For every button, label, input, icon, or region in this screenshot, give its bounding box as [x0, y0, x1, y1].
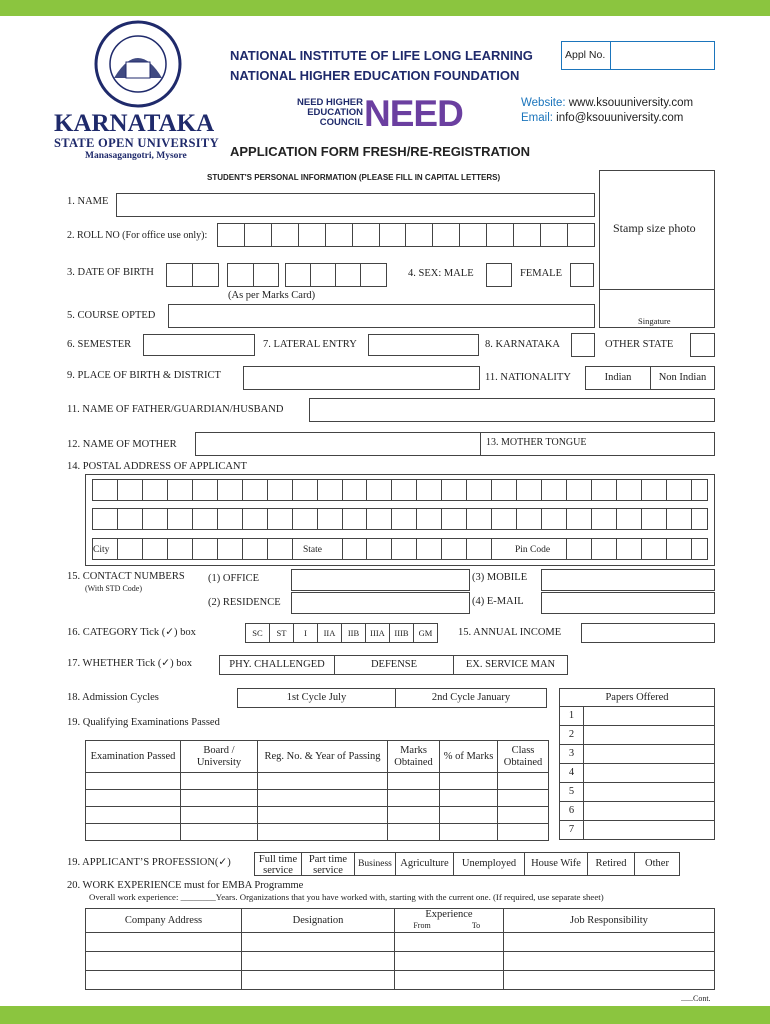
address-label: 14. POSTAL ADDRESS OF APPLICANT: [67, 461, 247, 472]
birth-place-label: 9. PLACE OF BIRTH & DISTRICT: [67, 370, 221, 381]
table-row[interactable]: [86, 971, 715, 990]
university-place: Manasagangotri, Mysore: [85, 151, 187, 161]
mother-label: 12. NAME OF MOTHER: [67, 439, 177, 450]
profession-full-time[interactable]: Full time service: [254, 852, 302, 876]
institute-line-1: NATIONAL INSTITUTE OF LIFE LONG LEARNING: [230, 48, 533, 63]
email-field[interactable]: [541, 592, 715, 614]
annual-income-label: 15. ANNUAL INCOME: [458, 627, 562, 638]
papers-offered-table: [559, 688, 715, 840]
category-gm[interactable]: GM: [413, 623, 438, 643]
col-percent: % of Marks: [440, 741, 498, 773]
female-checkbox[interactable]: [570, 263, 594, 287]
institute-line-2: NATIONAL HIGHER EDUCATION FOUNDATION: [230, 68, 520, 83]
non-indian-option[interactable]: Non Indian: [650, 366, 715, 390]
karnataka-label: 8. KARNATAKA: [485, 339, 560, 350]
work-experience-table: [85, 908, 715, 990]
category-label: 16. CATEGORY Tick (✓) box: [67, 627, 196, 638]
category-iia[interactable]: IIA: [317, 623, 342, 643]
profession-house-wife[interactable]: House Wife: [524, 852, 588, 876]
address-line-1[interactable]: [92, 479, 708, 501]
paper-field[interactable]: [584, 726, 715, 745]
category-options: [245, 623, 438, 643]
email-label: (4) E-MAIL: [472, 596, 524, 607]
col-board: Board / University: [181, 741, 258, 773]
name-field[interactable]: [116, 193, 595, 217]
form-title: APPLICATION FORM FRESH/RE-REGISTRATION: [230, 144, 530, 159]
col-experience: Experience From To: [395, 909, 504, 933]
category-sc[interactable]: SC: [245, 623, 270, 643]
category-i[interactable]: I: [293, 623, 318, 643]
mobile-label: (3) MOBILE: [472, 572, 528, 583]
top-green-bar: [0, 0, 770, 16]
birth-place-field[interactable]: [243, 366, 480, 390]
cycle-july-option[interactable]: 1st Cycle July: [237, 688, 396, 708]
residence-label: (2) RESIDENCE: [208, 597, 281, 608]
karnataka-checkbox[interactable]: [571, 333, 595, 357]
paper-row-number: 1: [560, 707, 584, 726]
col-designation: Designation: [242, 909, 395, 933]
bottom-green-bar: [0, 1006, 770, 1024]
course-label: 5. COURSE OPTED: [67, 310, 156, 321]
female-label: FEMALE: [520, 268, 562, 279]
paper-row-number: 5: [560, 783, 584, 802]
mobile-field[interactable]: [541, 569, 715, 591]
category-iiib[interactable]: IIIB: [389, 623, 414, 643]
university-emblem: [92, 18, 184, 110]
photo-label: Stamp size photo: [613, 221, 696, 235]
profession-agriculture[interactable]: Agriculture: [395, 852, 454, 876]
col-reg-no: Reg. No. & Year of Passing: [258, 741, 388, 773]
paper-field[interactable]: [584, 745, 715, 764]
admission-label: 18. Admission Cycles: [67, 692, 159, 703]
dob-day-cells[interactable]: [166, 263, 219, 287]
dob-note: (As per Marks Card): [228, 290, 316, 301]
lateral-entry-field[interactable]: [368, 334, 479, 356]
table-row[interactable]: [86, 773, 549, 790]
email-row: Email: info@ksouuniversity.com: [521, 112, 684, 124]
state-label: State: [303, 545, 322, 555]
dob-label: 3. DATE OF BIRTH: [67, 267, 154, 278]
defense-option[interactable]: DEFENSE: [334, 655, 454, 675]
course-field[interactable]: [168, 304, 595, 328]
paper-field[interactable]: [584, 783, 715, 802]
father-label: 11. NAME OF FATHER/GUARDIAN/HUSBAND: [67, 404, 284, 415]
contact-label: 15. CONTACT NUMBERS: [67, 571, 185, 582]
col-exam-passed: Examination Passed: [86, 741, 181, 773]
other-state-checkbox[interactable]: [690, 333, 715, 357]
indian-option[interactable]: Indian: [585, 366, 651, 390]
profession-unemployed[interactable]: Unemployed: [453, 852, 525, 876]
paper-row-number: 2: [560, 726, 584, 745]
table-row[interactable]: [86, 824, 549, 841]
contact-note: (With STD Code): [85, 584, 143, 593]
male-checkbox[interactable]: [486, 263, 512, 287]
nationality-label: 11. NATIONALITY: [485, 372, 571, 383]
cycle-january-option[interactable]: 2nd Cycle January: [395, 688, 547, 708]
address-line-2[interactable]: [92, 508, 708, 530]
roll-no-label: 2. ROLL NO (For office use only):: [67, 230, 208, 241]
paper-row-number: 6: [560, 802, 584, 821]
work-experience-label: 20. WORK EXPERIENCE must for EMBA Programme: [67, 880, 304, 891]
mother-field[interactable]: [195, 432, 715, 456]
university-name: KARNATAKA: [54, 110, 215, 137]
papers-offered-title: Papers Offered: [560, 689, 715, 707]
whether-label: 17. WHETHER Tick (✓) box: [67, 658, 192, 669]
pin-code-label: Pin Code: [515, 545, 551, 555]
paper-row-number: 3: [560, 745, 584, 764]
col-company: Company Address: [86, 909, 242, 933]
table-row[interactable]: [86, 807, 549, 824]
category-iib[interactable]: IIB: [341, 623, 366, 643]
paper-field[interactable]: [584, 821, 715, 840]
section-title: STUDENT'S PERSONAL INFORMATION (PLEASE FILL IN CAPITAL LETTERS): [207, 173, 501, 182]
category-iiia[interactable]: IIIA: [365, 623, 390, 643]
father-field[interactable]: [309, 398, 715, 422]
city-label: City: [93, 545, 110, 555]
continued-label: ......Cont.: [681, 994, 711, 1003]
annual-income-field[interactable]: [581, 623, 715, 643]
name-label: 1. NAME: [67, 196, 109, 207]
other-state-label: OTHER STATE: [605, 339, 674, 350]
work-experience-note: Overall work experience: ________Years. Organizations that you have worked with, starting with the current one. (If required, use separate sheet): [89, 892, 604, 902]
table-row[interactable]: [86, 790, 549, 807]
mother-tongue-label: 13. MOTHER TONGUE: [486, 437, 587, 448]
lateral-entry-label: 7. LATERAL ENTRY: [263, 339, 357, 350]
phy-challenged-option[interactable]: PHY. CHALLENGED: [219, 655, 335, 675]
qualifying-table: [85, 740, 549, 841]
profession-part-time[interactable]: Part time service: [301, 852, 355, 876]
roll-no-cells[interactable]: [217, 223, 595, 247]
dob-year-cells[interactable]: [285, 263, 387, 287]
category-st[interactable]: ST: [269, 623, 294, 643]
profession-label: 19. APPLICANT’S PROFESSION(✓): [67, 857, 231, 868]
paper-field[interactable]: [584, 707, 715, 726]
need-logo: NEED: [364, 93, 463, 134]
table-row[interactable]: [86, 933, 715, 952]
profession-options: [254, 852, 680, 876]
col-marks: Marks Obtained: [388, 741, 440, 773]
col-responsibility: Job Responsibility: [504, 909, 715, 933]
university-subtitle: STATE OPEN UNIVERSITY: [54, 136, 219, 150]
semester-field[interactable]: [143, 334, 255, 356]
need-council-text: NEED HIGHER EDUCATION COUNCIL: [297, 97, 363, 128]
paper-field[interactable]: [584, 764, 715, 783]
appl-no-label: Appl No.: [565, 49, 606, 61]
profession-retired[interactable]: Retired: [587, 852, 635, 876]
office-label: (1) OFFICE: [208, 573, 260, 584]
signature-label: Singature: [638, 316, 671, 326]
paper-field[interactable]: [584, 802, 715, 821]
address-line-3[interactable]: [92, 538, 708, 560]
table-row[interactable]: [86, 952, 715, 971]
photo-box[interactable]: [599, 170, 715, 328]
paper-row-number: 7: [560, 821, 584, 840]
residence-field[interactable]: [291, 592, 470, 614]
dob-month-cells[interactable]: [227, 263, 279, 287]
website-row: Website: www.ksouuniversity.com: [521, 97, 694, 109]
col-class: Class Obtained: [498, 741, 549, 773]
sex-label: 4. SEX: MALE: [408, 268, 474, 279]
qualifying-label: 19. Qualifying Examinations Passed: [67, 717, 220, 728]
office-field[interactable]: [291, 569, 470, 591]
semester-label: 6. SEMESTER: [67, 339, 132, 350]
profession-other[interactable]: Other: [634, 852, 680, 876]
profession-business[interactable]: Business: [354, 852, 396, 876]
paper-row-number: 4: [560, 764, 584, 783]
ex-service-man-option[interactable]: EX. SERVICE MAN: [453, 655, 568, 675]
